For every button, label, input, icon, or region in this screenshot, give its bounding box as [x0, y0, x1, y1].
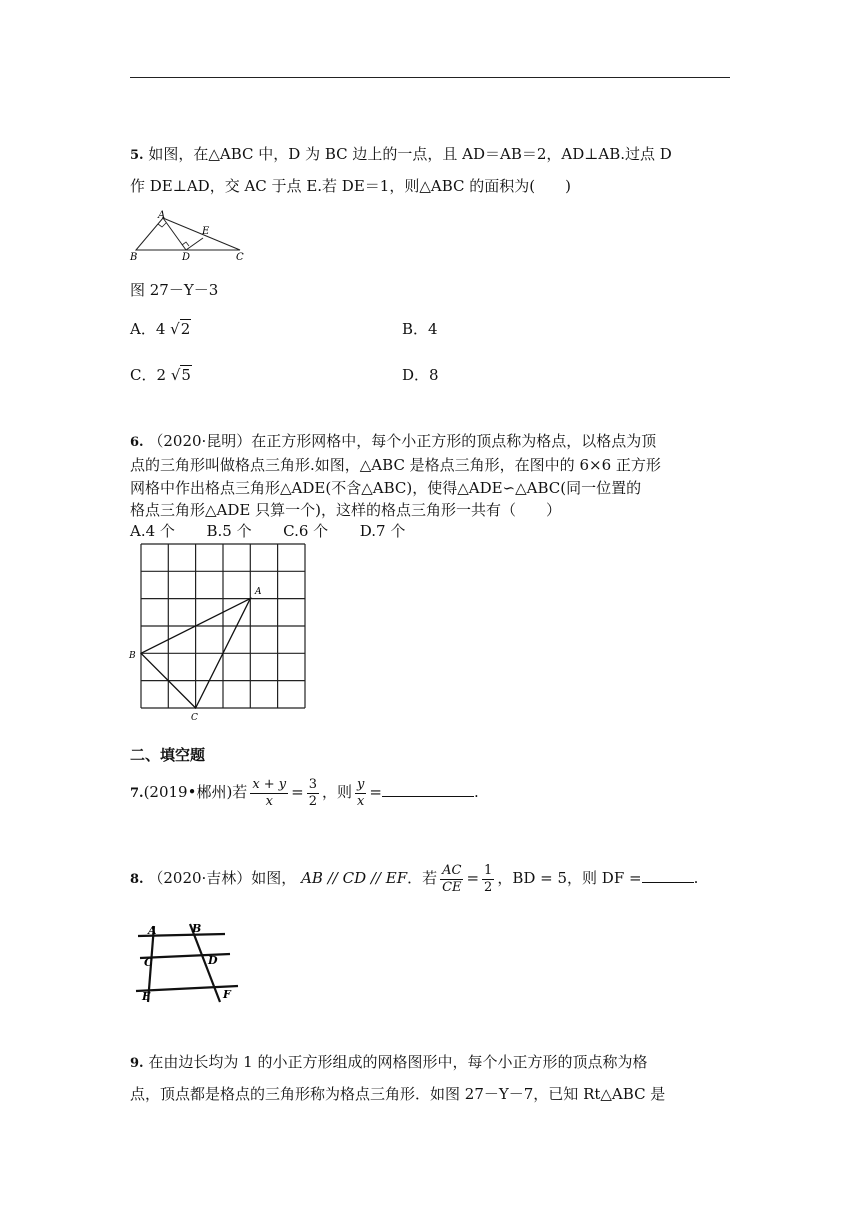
q6-option-b: B.5 个	[206, 522, 252, 540]
q5-option-a-label: A．4	[130, 320, 166, 338]
q7-frac2-num: 3	[308, 776, 318, 792]
q9-number: 9.	[130, 1056, 144, 1071]
q5-option-d: D．8	[402, 366, 439, 384]
q7-fraction-1	[250, 777, 288, 810]
q7-prefix: (2019•郴州)若	[143, 783, 248, 801]
q8-frac2-den: 2	[484, 879, 493, 895]
q5-label-c: C	[236, 252, 244, 263]
q6-line2: 点的三角形叫做格点三角形.如图，△ABC 是格点三角形，在图中的 6×6 正方形	[130, 456, 661, 474]
q8-label-c: C	[144, 956, 153, 969]
q7-line	[130, 772, 479, 814]
q9-line1	[130, 1051, 647, 1075]
q7-frac2-den: 2	[308, 793, 318, 809]
q7-end: .	[473, 783, 479, 801]
q8-number: 8.	[130, 872, 144, 887]
q7-answer-blank[interactable]	[382, 796, 474, 797]
q8-frac2-num: 1	[484, 862, 493, 878]
q7-frac1-den: x	[265, 793, 273, 809]
q6-label-c: C	[191, 713, 198, 723]
q8-label-f: F	[223, 988, 231, 1001]
q8-equals: =	[466, 869, 480, 887]
q6-label-b: B	[129, 651, 136, 661]
sqrt-symbol: √2	[170, 320, 191, 338]
q5-line1	[130, 143, 672, 167]
q5-caption: 图 27－Y－3	[130, 281, 219, 299]
q5-number: 5.	[130, 148, 144, 163]
q8-mid: ．若	[407, 869, 438, 887]
q5-option-a-radicand: 2	[180, 320, 191, 338]
sqrt-symbol: √5	[170, 366, 191, 384]
q8-given: ，BD = 5，则 DF =	[497, 869, 642, 887]
q8-end: .	[693, 869, 699, 887]
q5-label-b: B	[130, 252, 138, 263]
q8-frac1-num: AC	[442, 862, 462, 878]
q6-text-1: （2020·昆明）在正方形网格中，每个小正方形的顶点称为格点，以格点为顶	[148, 432, 657, 450]
q9-text-1: 在由边长均为 1 的小正方形组成的网格图形中，每个小正方形的顶点称为格	[148, 1053, 648, 1071]
q8-frac1-den: CE	[442, 879, 462, 895]
q6-line3: 网格中作出格点三角形△ADE(不含△ABC)，使得△ADE∽△ABC(同一位置的	[130, 479, 642, 497]
q8-answer-blank[interactable]	[642, 882, 694, 883]
q6-options	[130, 520, 405, 542]
q6-number: 6.	[130, 435, 144, 450]
q8-parallel-lines-figure	[130, 918, 252, 1010]
q6-option-a: A.4 个	[130, 522, 175, 540]
q5-option-c-radicand: 5	[181, 366, 191, 384]
q7-fraction-2	[307, 777, 319, 810]
q8-fraction-2	[482, 863, 494, 896]
q8-label-e: E	[142, 990, 151, 1003]
q8-parallel: AB // CD // EF	[301, 869, 408, 887]
q8-label-a: A	[148, 924, 157, 937]
section-title: 二、填空题	[130, 746, 206, 764]
q6-option-d: D.7 个	[359, 522, 406, 540]
q8-line	[130, 858, 698, 900]
q5-label-a: A	[158, 210, 166, 221]
q5-option-b: B．4	[402, 320, 438, 338]
q8-label-d: D	[208, 954, 218, 967]
q8-label-b: B	[192, 922, 202, 935]
q8-fraction-1	[440, 863, 463, 896]
q7-fraction-3	[355, 777, 366, 810]
q6-option-c: C.6 个	[283, 522, 329, 540]
q7-number: 7.	[130, 786, 144, 801]
q5-text-1: 如图，在△ABC 中，D 为 BC 边上的一点，且 AD＝AB＝2，AD⊥AB.过点 D	[148, 145, 672, 163]
q5-option-c-label: C．2	[130, 366, 167, 384]
q5-label-e: E	[202, 226, 210, 237]
q6-line4: 格点三角形△ADE 只算一个)，这样的格点三角形一共有（ ）	[130, 501, 561, 519]
q8-prefix: （2020·吉林）如图，	[148, 869, 297, 887]
header-rule	[130, 77, 730, 78]
q6-label-a: A	[255, 587, 262, 597]
q7-equals-2: =	[369, 783, 382, 801]
q7-frac3-num: y	[357, 776, 365, 792]
q5-triangle-figure	[128, 208, 253, 264]
q5-label-d: D	[182, 252, 191, 263]
q5-text-2: 作 DE⊥AD，交 AC 于点 E.若 DE＝1，则△ABC 的面积为( )	[130, 177, 571, 195]
q7-mid: ，则	[322, 783, 353, 801]
q7-frac1-num: x + y	[252, 776, 287, 792]
q7-equals: =	[291, 783, 304, 801]
q6-line1	[130, 430, 656, 454]
q5-option-a	[130, 318, 191, 339]
q5-line2	[130, 175, 571, 197]
q7-frac3-den: x	[357, 793, 365, 809]
q6-grid-figure	[125, 540, 315, 725]
q5-option-c	[130, 364, 192, 385]
q9-line2: 点，顶点都是格点的三角形称为格点三角形．如图 27－Y－7，已知 Rt△ABC 是	[130, 1085, 666, 1103]
